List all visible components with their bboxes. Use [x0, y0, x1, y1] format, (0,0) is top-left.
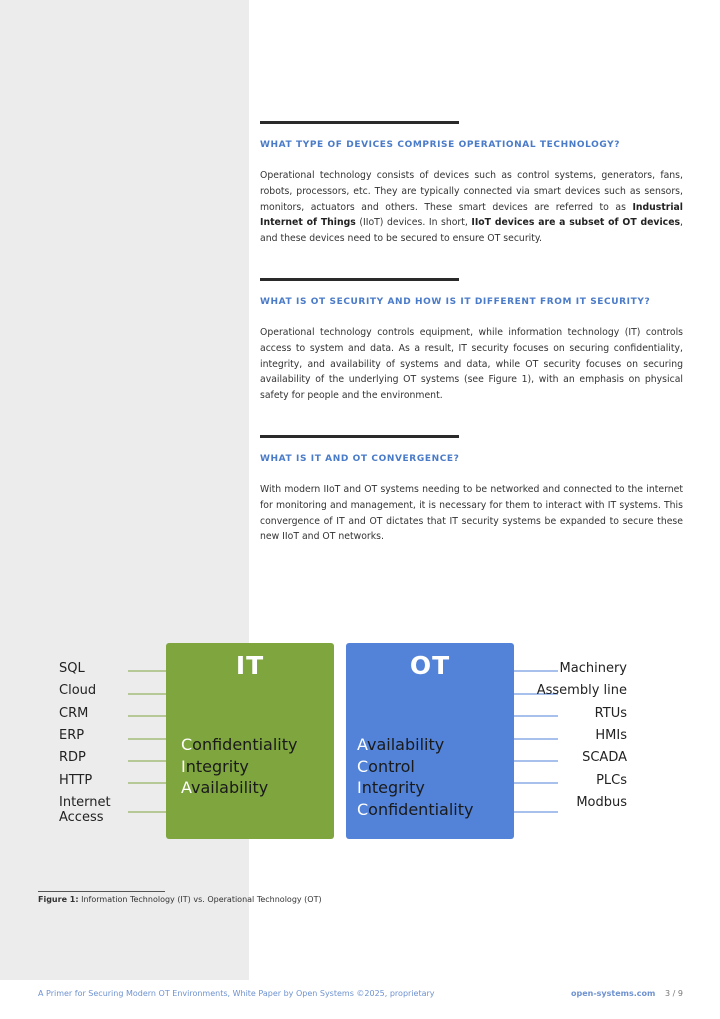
- section-heading: WHAT TYPE OF DEVICES COMPRISE OPERATIONAL TECHNOLOGY?: [260, 140, 621, 150]
- it-triad-item: [181, 756, 297, 778]
- ot-item-label: HMIs: [595, 728, 627, 743]
- it-triad-item: [181, 777, 297, 799]
- it-triad: [181, 734, 297, 799]
- body-text: , and these devices need to be secured to ensure OT security.: [260, 217, 683, 245]
- triad-initial: C: [357, 756, 369, 776]
- section-rule: [260, 278, 459, 281]
- it-item-label: RDP: [59, 750, 86, 765]
- emphasis-text: Industrial Internet of Things: [260, 201, 683, 229]
- triad-initial: C: [181, 735, 193, 754]
- body-text: Operational technology consists of devices such as control systems, generators, fans, robots, processors, etc. They are typically connected via smart devices such as sensors, monitors, actuators and others. These smart devices are referred to as: [260, 170, 683, 213]
- body-text: (IIoT) devices. In short,: [355, 217, 472, 229]
- it-box: [166, 643, 334, 839]
- footer-page-number: 3 / 9: [665, 989, 683, 998]
- caption-label: Figure 1:: [38, 895, 79, 904]
- ot-triad-item: [357, 734, 473, 756]
- triad-rest: ntegrity: [361, 778, 425, 797]
- triad-initial: A: [357, 735, 368, 754]
- it-item-label: Internet Access: [59, 795, 111, 825]
- ot-triad-item: [357, 799, 473, 821]
- triad-rest: ntegrity: [185, 756, 249, 776]
- triad-initial: C: [357, 799, 369, 819]
- triad-rest: vailability: [191, 778, 269, 797]
- ot-item-label: RTUs: [594, 706, 627, 721]
- ot-box: [346, 643, 514, 839]
- it-item-label: ERP: [59, 728, 85, 743]
- ot-item-label: PLCs: [596, 773, 627, 788]
- triad-initial: A: [181, 778, 192, 797]
- it-triad-item: [181, 734, 297, 756]
- ot-item-label: SCADA: [582, 750, 627, 765]
- section-it-ot-convergence: [260, 435, 683, 545]
- it-item-label: HTTP: [59, 773, 93, 788]
- section-heading: WHAT IS OT SECURITY AND HOW IS IT DIFFERENT FROM IT SECURITY?: [260, 297, 651, 307]
- ot-item-label: Machinery: [559, 661, 627, 676]
- caption-rule: [38, 891, 165, 892]
- triad-initial: I: [357, 778, 362, 797]
- section-body: [260, 482, 683, 545]
- section-rule: [260, 121, 459, 124]
- ot-triad-item: [357, 756, 473, 778]
- body-text: Operational technology controls equipment, while information technology (IT) controls access to system and data. As a result, IT security focuses on securing confidentiality, integrity, and availability of systems and data, while OT security focuses on securing availability of the underlying OT systems (see Figure 1), with an emphasis on physical safety for people and the environment.: [260, 327, 683, 402]
- section-body: [260, 325, 683, 404]
- emphasis-text: IIoT devices are a subset of OT devices: [471, 217, 681, 229]
- triad-rest: onfidentiality: [192, 735, 298, 754]
- figure-caption: [38, 895, 322, 904]
- section-ot-security: [260, 278, 683, 404]
- triad-initial: I: [181, 756, 186, 776]
- it-item-label: Cloud: [59, 683, 97, 698]
- ot-triad: [357, 734, 473, 820]
- ot-triad-item: [357, 777, 473, 799]
- it-title: IT: [235, 651, 265, 680]
- footer-document-title: A Primer for Securing Modern OT Environments, White Paper by Open Systems ©2025, proprietary: [38, 989, 435, 998]
- it-item-label: CRM: [59, 706, 89, 721]
- ot-item-label: Modbus: [576, 795, 627, 810]
- it-item-label: SQL: [59, 661, 85, 676]
- body-text: With modern IIoT and OT systems needing to be networked and connected to the internet for monitoring and management, it is necessary for them to interact with IT systems. This convergence of IT and OT dictates that IT security systems be expanded to secure these new IIoT and OT networks.: [260, 484, 683, 543]
- triad-rest: ontrol: [368, 756, 415, 776]
- section-ot-devices: [260, 121, 683, 247]
- ot-item-label: Assembly line: [536, 683, 627, 698]
- ot-title: OT: [409, 651, 451, 680]
- footer-site-link[interactable]: open-systems.com: [571, 989, 656, 998]
- caption-text: Information Technology (IT) vs. Operational Technology (OT): [78, 895, 322, 904]
- triad-rest: vailability: [367, 735, 445, 754]
- section-heading: WHAT IS IT AND OT CONVERGENCE?: [260, 454, 460, 464]
- section-body: [260, 168, 683, 247]
- triad-rest: onfidentiality: [368, 799, 474, 819]
- section-rule: [260, 435, 459, 438]
